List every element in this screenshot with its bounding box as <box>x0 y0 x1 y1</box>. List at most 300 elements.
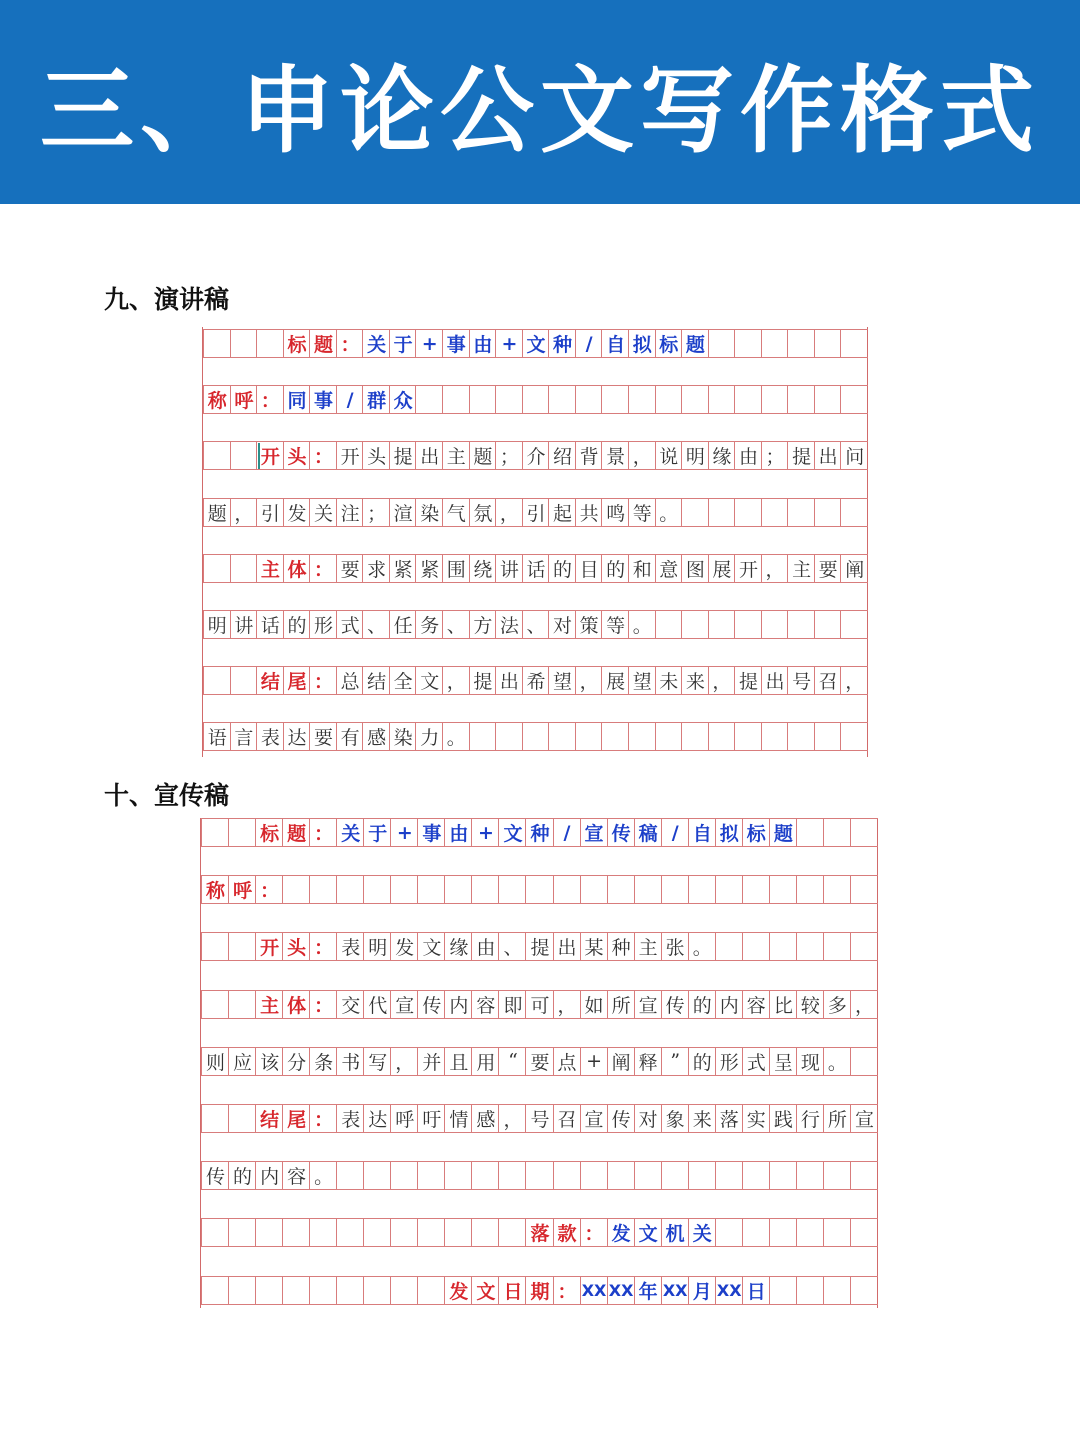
grid-cell: 于 <box>363 818 391 847</box>
grid-cell: 、 <box>362 610 390 639</box>
grid-cell: 标 <box>255 818 283 847</box>
grid-cell: 方 <box>469 610 497 639</box>
grid-cell: 事 <box>442 329 470 358</box>
grid-cell: 日 <box>742 1276 770 1305</box>
grid-cell: 拟 <box>628 329 656 358</box>
grid-cell: 法 <box>495 610 523 639</box>
grid-cell: 呼 <box>228 875 256 904</box>
publicity-draft-grid <box>200 818 878 1308</box>
grid-cell: 氛 <box>469 498 497 527</box>
grid-cell <box>282 1276 310 1305</box>
grid-cell: + <box>415 329 443 358</box>
row-spacer <box>201 1020 877 1047</box>
grid-cell: 落 <box>525 1218 553 1247</box>
grid-cell: XX <box>580 1276 608 1305</box>
grid-cell: 标 <box>283 329 311 358</box>
row-spacer <box>203 695 867 722</box>
grid-cell: 结 <box>256 666 284 695</box>
grid-cell: 呼 <box>230 385 258 414</box>
grid-cell: 文 <box>417 932 445 961</box>
grid-cell <box>525 875 553 904</box>
grid-cell <box>228 990 256 1019</box>
grid-cell <box>761 498 789 527</box>
grid-cell <box>390 1276 418 1305</box>
grid-cell: 情 <box>444 1104 472 1133</box>
grid-cell: ： <box>309 990 337 1019</box>
grid-cell: ， <box>575 666 603 695</box>
grid-cell: ： <box>580 1218 608 1247</box>
grid-cell: 、 <box>522 610 550 639</box>
grid-cell <box>840 610 868 639</box>
grid-cell: 文 <box>498 818 526 847</box>
grid-cell: ， <box>442 666 470 695</box>
grid-cell <box>708 385 736 414</box>
grid-cell: 呼 <box>390 1104 418 1133</box>
grid-cell: 内 <box>444 990 472 1019</box>
grid-cell <box>363 1218 391 1247</box>
grid-cell <box>715 932 743 961</box>
grid-cell <box>495 385 523 414</box>
grid-cell: 求 <box>362 554 390 583</box>
grid-cell: 注 <box>336 498 364 527</box>
grid-cell <box>681 385 709 414</box>
grid-cell: 绍 <box>548 441 576 470</box>
grid-cell <box>201 1104 229 1133</box>
grid-cell: 号 <box>525 1104 553 1133</box>
grid-row <box>201 990 877 1019</box>
grid-cell: 款 <box>553 1218 581 1247</box>
grid-row <box>201 875 877 904</box>
grid-cell <box>255 1276 283 1305</box>
grid-cell: 呈 <box>769 1047 797 1076</box>
grid-row <box>201 818 877 847</box>
grid-cell: 提 <box>389 441 417 470</box>
grid-cell: 。 <box>688 932 716 961</box>
grid-cell: 稿 <box>634 818 662 847</box>
row-spacer <box>201 1134 877 1161</box>
row-spacer <box>201 1191 877 1218</box>
grid-cell: 标 <box>655 329 683 358</box>
grid-cell: 内 <box>255 1161 283 1190</box>
grid-cell: ， <box>708 666 736 695</box>
grid-cell: 的 <box>688 990 716 1019</box>
grid-cell: 日 <box>498 1276 526 1305</box>
grid-cell: 关 <box>336 818 364 847</box>
text-cursor <box>258 443 260 469</box>
grid-cell: 话 <box>256 610 284 639</box>
grid-cell: 出 <box>415 441 443 470</box>
grid-cell <box>230 441 258 470</box>
grid-cell: 关 <box>362 329 390 358</box>
grid-cell: 并 <box>417 1047 445 1076</box>
grid-cell: ： <box>256 385 284 414</box>
grid-cell: ， <box>840 666 868 695</box>
grid-cell: 目 <box>575 554 603 583</box>
grid-cell <box>796 875 824 904</box>
grid-row <box>203 666 867 695</box>
grid-cell: 渲 <box>389 498 417 527</box>
grid-cell: 对 <box>634 1104 662 1133</box>
grid-cell: 尾 <box>282 1104 310 1133</box>
grid-cell: ， <box>495 498 523 527</box>
grid-cell <box>661 1161 689 1190</box>
grid-cell: 图 <box>681 554 709 583</box>
grid-cell <box>522 385 550 414</box>
grid-cell <box>230 554 258 583</box>
grid-row <box>203 385 867 414</box>
row-spacer <box>203 358 867 385</box>
grid-cell: 言 <box>230 722 258 751</box>
grid-cell <box>442 385 470 414</box>
grid-cell: 引 <box>256 498 284 527</box>
grid-cell: 开 <box>256 441 284 470</box>
grid-cell <box>787 610 815 639</box>
grid-cell <box>796 932 824 961</box>
grid-cell: ， <box>850 990 878 1019</box>
grid-cell <box>708 498 736 527</box>
grid-cell: 缘 <box>708 441 736 470</box>
grid-cell: 月 <box>688 1276 716 1305</box>
grid-cell <box>681 610 709 639</box>
grid-cell <box>840 498 868 527</box>
grid-cell <box>203 554 231 583</box>
grid-cell <box>708 329 736 358</box>
grid-cell: 全 <box>389 666 417 695</box>
grid-cell: 表 <box>256 722 284 751</box>
grid-cell: / <box>575 329 603 358</box>
grid-cell: 召 <box>814 666 842 695</box>
grid-cell: 提 <box>469 666 497 695</box>
grid-cell: 文 <box>634 1218 662 1247</box>
grid-cell <box>850 932 878 961</box>
grid-cell: 缘 <box>444 932 472 961</box>
grid-cell <box>548 722 576 751</box>
grid-cell <box>628 385 656 414</box>
grid-cell: 题 <box>309 329 337 358</box>
grid-cell <box>787 722 815 751</box>
grid-cell: 文 <box>415 666 443 695</box>
grid-cell: 由 <box>471 932 499 961</box>
grid-cell: 书 <box>336 1047 364 1076</box>
grid-cell: + <box>471 818 499 847</box>
grid-cell <box>469 722 497 751</box>
grid-cell: XX <box>607 1276 635 1305</box>
grid-cell: 阐 <box>840 554 868 583</box>
grid-cell: 、 <box>498 932 526 961</box>
grid-cell <box>787 498 815 527</box>
grid-cell <box>309 875 337 904</box>
grid-cell <box>363 875 391 904</box>
grid-cell: 达 <box>363 1104 391 1133</box>
grid-cell <box>282 875 310 904</box>
grid-cell <box>796 1161 824 1190</box>
grid-row <box>201 1218 877 1247</box>
grid-cell <box>681 498 709 527</box>
grid-cell: 自 <box>688 818 716 847</box>
grid-cell: 分 <box>282 1047 310 1076</box>
grid-row <box>201 1104 877 1133</box>
grid-cell: ： <box>309 554 337 583</box>
grid-cell <box>814 610 842 639</box>
grid-cell <box>850 875 878 904</box>
row-spacer <box>201 791 877 818</box>
grid-cell <box>336 1161 364 1190</box>
grid-cell <box>850 1276 878 1305</box>
grid-cell <box>230 329 258 358</box>
grid-cell: 发 <box>607 1218 635 1247</box>
grid-cell <box>734 610 762 639</box>
grid-cell: 释 <box>634 1047 662 1076</box>
grid-cell: 种 <box>607 932 635 961</box>
grid-cell: 标 <box>742 818 770 847</box>
grid-row <box>203 722 867 751</box>
grid-cell: 总 <box>336 666 364 695</box>
grid-cell <box>228 1218 256 1247</box>
grid-cell: 感 <box>471 1104 499 1133</box>
grid-cell <box>850 1218 878 1247</box>
grid-cell <box>607 1161 635 1190</box>
grid-cell: 事 <box>417 818 445 847</box>
grid-cell <box>201 818 229 847</box>
grid-cell: ； <box>362 498 390 527</box>
grid-cell <box>796 1276 824 1305</box>
grid-cell <box>787 385 815 414</box>
grid-cell: 提 <box>525 932 553 961</box>
grid-cell <box>575 722 603 751</box>
grid-cell: 介 <box>522 441 550 470</box>
grid-cell: 明 <box>681 441 709 470</box>
grid-cell: 容 <box>471 990 499 1019</box>
grid-cell: 该 <box>255 1047 283 1076</box>
grid-cell <box>814 329 842 358</box>
grid-cell <box>444 875 472 904</box>
grid-cell: 。 <box>309 1161 337 1190</box>
grid-cell <box>417 1276 445 1305</box>
grid-cell: 条 <box>309 1047 337 1076</box>
grid-cell <box>761 385 789 414</box>
grid-cell: 染 <box>389 722 417 751</box>
grid-cell <box>580 1161 608 1190</box>
grid-cell: 所 <box>607 990 635 1019</box>
grid-cell <box>655 722 683 751</box>
grid-cell: ， <box>498 1104 526 1133</box>
grid-cell: + <box>390 818 418 847</box>
grid-cell: 践 <box>769 1104 797 1133</box>
grid-cell: 要 <box>525 1047 553 1076</box>
grid-cell <box>715 1218 743 1247</box>
grid-row <box>203 610 867 639</box>
grid-cell: 话 <box>522 554 550 583</box>
grid-cell: 吁 <box>417 1104 445 1133</box>
grid-cell <box>498 875 526 904</box>
grid-cell: 发 <box>444 1276 472 1305</box>
grid-cell: 形 <box>715 1047 743 1076</box>
grid-cell <box>634 875 662 904</box>
grid-cell: 等 <box>628 498 656 527</box>
grid-cell: 题 <box>203 498 231 527</box>
grid-cell: 应 <box>228 1047 256 1076</box>
grid-cell: 对 <box>548 610 576 639</box>
grid-cell: 结 <box>362 666 390 695</box>
grid-cell: 主 <box>442 441 470 470</box>
grid-cell: 出 <box>761 666 789 695</box>
grid-cell <box>444 1218 472 1247</box>
grid-cell: 落 <box>715 1104 743 1133</box>
grid-cell: 用 <box>471 1047 499 1076</box>
grid-cell: 拟 <box>715 818 743 847</box>
grid-cell: 出 <box>814 441 842 470</box>
grid-cell: 表 <box>336 1104 364 1133</box>
grid-cell <box>761 610 789 639</box>
grid-cell: ； <box>495 441 523 470</box>
grid-cell: 开 <box>734 554 762 583</box>
grid-cell <box>840 722 868 751</box>
grid-cell: 式 <box>336 610 364 639</box>
grid-cell: ： <box>309 932 337 961</box>
grid-cell <box>769 1276 797 1305</box>
grid-cell: 、 <box>442 610 470 639</box>
grid-cell <box>309 1218 337 1247</box>
grid-cell: 绕 <box>469 554 497 583</box>
grid-cell: 讲 <box>495 554 523 583</box>
grid-cell <box>814 498 842 527</box>
grid-cell: 。 <box>823 1047 851 1076</box>
grid-cell <box>742 932 770 961</box>
grid-cell <box>601 722 629 751</box>
grid-cell: 比 <box>769 990 797 1019</box>
grid-cell: 事 <box>309 385 337 414</box>
grid-cell <box>228 1104 256 1133</box>
grid-cell: 文 <box>522 329 550 358</box>
grid-cell <box>681 722 709 751</box>
grid-cell: 望 <box>548 666 576 695</box>
grid-cell: 提 <box>787 441 815 470</box>
grid-cell: 阐 <box>607 1047 635 1076</box>
row-spacer <box>201 963 877 990</box>
grid-cell: 共 <box>575 498 603 527</box>
row-spacer <box>203 414 867 441</box>
grid-cell: 内 <box>715 990 743 1019</box>
grid-cell: 。 <box>628 610 656 639</box>
grid-cell: 展 <box>601 666 629 695</box>
grid-cell: 鸣 <box>601 498 629 527</box>
grid-row <box>203 554 867 583</box>
grid-cell: 问 <box>840 441 868 470</box>
grid-cell: 则 <box>201 1047 229 1076</box>
grid-row <box>201 932 877 961</box>
grid-cell <box>525 1161 553 1190</box>
grid-cell: 多 <box>823 990 851 1019</box>
grid-cell <box>203 329 231 358</box>
grid-cell: 传 <box>607 818 635 847</box>
grid-cell <box>688 1161 716 1190</box>
grid-cell: 主 <box>255 990 283 1019</box>
grid-cell: 众 <box>389 385 417 414</box>
section-title-speech: 九、演讲稿 <box>104 285 230 314</box>
grid-cell <box>661 875 689 904</box>
grid-cell <box>734 385 762 414</box>
grid-cell: 由 <box>734 441 762 470</box>
grid-cell: 出 <box>553 932 581 961</box>
grid-cell: 传 <box>201 1161 229 1190</box>
grid-cell: 来 <box>688 1104 716 1133</box>
grid-cell <box>823 875 851 904</box>
grid-cell <box>390 1161 418 1190</box>
grid-cell <box>823 1276 851 1305</box>
grid-row <box>203 329 867 358</box>
grid-cell: 如 <box>580 990 608 1019</box>
grid-cell <box>495 722 523 751</box>
grid-cell: 较 <box>796 990 824 1019</box>
grid-cell: 式 <box>742 1047 770 1076</box>
grid-cell: 力 <box>415 722 443 751</box>
grid-cell: ： <box>309 666 337 695</box>
grid-cell: 展 <box>708 554 736 583</box>
grid-cell <box>201 990 229 1019</box>
grid-cell: 表 <box>336 932 364 961</box>
grid-cell: 题 <box>469 441 497 470</box>
grid-cell <box>230 666 258 695</box>
grid-cell: 的 <box>228 1161 256 1190</box>
grid-cell: 开 <box>336 441 364 470</box>
grid-cell <box>761 329 789 358</box>
grid-cell <box>203 666 231 695</box>
row-spacer <box>203 471 867 498</box>
grid-cell <box>228 818 256 847</box>
grid-cell: 。 <box>655 498 683 527</box>
grid-cell <box>734 722 762 751</box>
grid-cell <box>634 1161 662 1190</box>
grid-cell <box>390 1218 418 1247</box>
grid-cell: 形 <box>309 610 337 639</box>
grid-cell: 于 <box>389 329 417 358</box>
row-spacer <box>203 302 867 329</box>
grid-cell: 。 <box>442 722 470 751</box>
grid-cell: 出 <box>495 666 523 695</box>
grid-cell: 有 <box>336 722 364 751</box>
grid-cell: + <box>495 329 523 358</box>
grid-cell: 希 <box>522 666 550 695</box>
grid-cell: ” <box>661 1047 689 1076</box>
grid-cell <box>734 498 762 527</box>
grid-cell: 语 <box>203 722 231 751</box>
grid-cell <box>548 385 576 414</box>
grid-cell <box>823 1218 851 1247</box>
grid-row <box>203 441 867 470</box>
grid-cell <box>336 1218 364 1247</box>
grid-cell: 头 <box>283 441 311 470</box>
grid-cell <box>655 610 683 639</box>
grid-cell: 号 <box>787 666 815 695</box>
grid-cell <box>228 932 256 961</box>
grid-cell <box>850 1161 878 1190</box>
grid-cell <box>444 1161 472 1190</box>
row-spacer <box>201 848 877 875</box>
grid-cell: 题 <box>282 818 310 847</box>
grid-cell: 文 <box>471 1276 499 1305</box>
grid-cell <box>336 1276 364 1305</box>
grid-cell: 传 <box>417 990 445 1019</box>
grid-cell <box>469 385 497 414</box>
grid-cell <box>417 1161 445 1190</box>
grid-cell: / <box>661 818 689 847</box>
row-spacer <box>201 1249 877 1276</box>
grid-cell <box>796 1218 824 1247</box>
grid-cell <box>742 1218 770 1247</box>
grid-cell <box>628 722 656 751</box>
grid-row <box>203 498 867 527</box>
grid-cell <box>336 875 364 904</box>
